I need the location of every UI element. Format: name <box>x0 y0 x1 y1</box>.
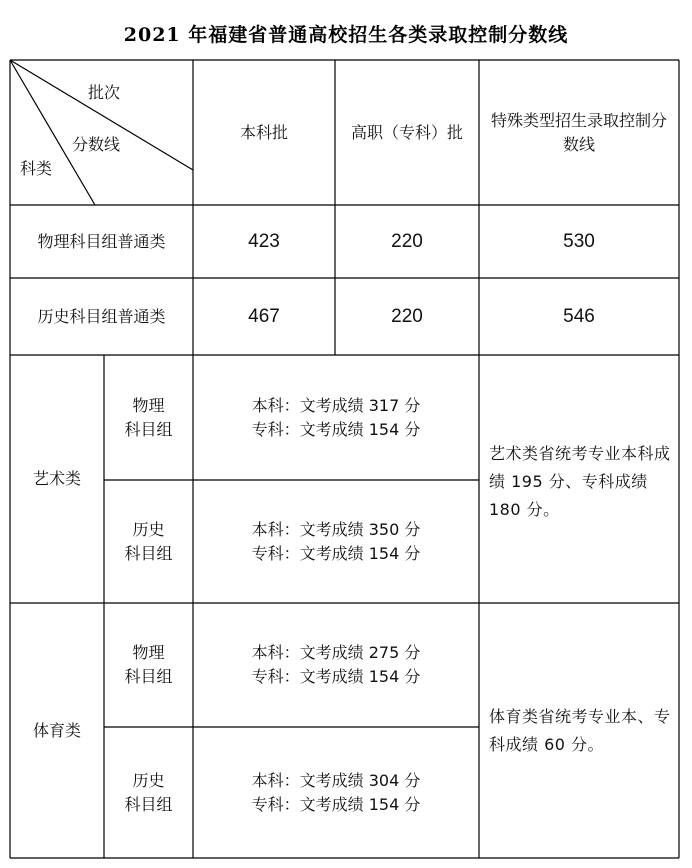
row-label-physics: 物理科目组普通类 <box>37 231 166 251</box>
row-label-history: 历史科目组普通类 <box>37 306 166 326</box>
score-physics-special: 530 <box>563 230 595 252</box>
page-title: 2021 年福建省普通高校招生各类录取控制分数线 <box>123 24 569 46</box>
sports-physics-scores <box>193 603 479 727</box>
art-history-vocational-score: 专科：文考成绩 154 分 <box>251 543 421 563</box>
sports-special-note: 体育类省统考专业本、专科成绩 60 分。 <box>489 707 671 754</box>
score-history-undergrad: 467 <box>248 305 280 327</box>
corner-batch-label: 批次 <box>88 83 121 102</box>
score-history-special: 546 <box>563 305 595 327</box>
art-physics-group <box>104 355 193 480</box>
score-physics-undergrad: 423 <box>248 230 280 252</box>
score-physics-vocational: 220 <box>391 230 423 252</box>
category-sports: 体育类 <box>32 720 81 740</box>
art-physics-vocational-score: 专科：文考成绩 154 分 <box>251 419 421 439</box>
sports-history-undergrad-score: 本科：文考成绩 304 分 <box>251 770 421 790</box>
art-special-note: 艺术类省统考专业本科成绩 195 分、专科成绩 180 分。 <box>489 444 671 519</box>
corner-score-label: 分数线 <box>72 135 121 154</box>
group-name-line2: 科目组 <box>124 543 173 563</box>
sports-physics-group <box>104 603 193 727</box>
column-header-special: 特殊类型招生录取控制分数线 <box>490 110 667 154</box>
group-name-line1: 物理 <box>132 643 165 662</box>
sports-history-vocational-score: 专科：文考成绩 154 分 <box>251 794 421 814</box>
group-name-line2: 科目组 <box>124 419 173 439</box>
group-name-line1: 历史 <box>132 770 165 790</box>
group-name-line2: 科目组 <box>124 667 173 686</box>
score-history-vocational: 220 <box>391 305 423 327</box>
sports-physics-vocational-score: 专科：文考成绩 154 分 <box>251 667 421 686</box>
art-history-group <box>104 480 193 603</box>
art-history-undergrad-score: 本科：文考成绩 350 分 <box>251 519 421 539</box>
group-name-line1: 历史 <box>132 519 165 539</box>
group-name-line1: 物理 <box>132 395 165 415</box>
column-header-undergrad: 本科批 <box>239 122 288 142</box>
category-art: 艺术类 <box>32 469 81 488</box>
art-physics-scores <box>193 355 479 480</box>
sports-history-group <box>104 727 193 858</box>
art-history-scores <box>193 480 479 603</box>
art-physics-undergrad-score: 本科：文考成绩 317 分 <box>251 395 421 415</box>
corner-category-label: 科类 <box>20 159 53 178</box>
sports-physics-undergrad-score: 本科：文考成绩 275 分 <box>251 643 421 662</box>
column-header-vocational: 高职（专科）批 <box>350 122 463 142</box>
group-name-line2: 科目组 <box>124 794 173 814</box>
sports-history-scores <box>193 727 479 858</box>
